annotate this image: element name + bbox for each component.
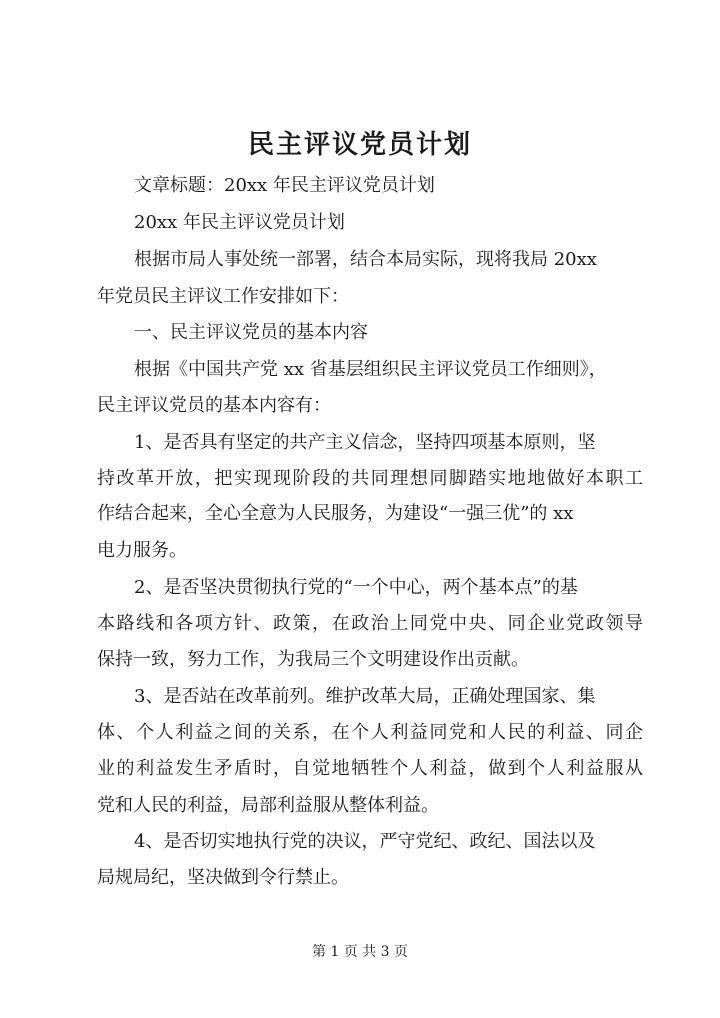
list-item-line: 1、是否具有坚定的共产主义信念，坚持四项基本原则，坚 (134, 432, 596, 453)
page-footer: 第 1 页 共 3 页 (311, 944, 409, 960)
list-item-line: 业的利益发生矛盾时，自觉地牺牲个人利益，做到个人利益服从 (97, 758, 643, 779)
list-item-line: 持改革开放，把实现现阶段的共同理想同脚踏实地地做好本职工 (97, 468, 643, 489)
list-item-line: 4、是否切实地执行党的决议，严守党纪、政纪、国法以及 (134, 831, 596, 852)
paragraph-line: 根据市局人事处统一部署，结合本局实际，现将我局 20xx (134, 249, 597, 270)
document-title: 民主评议党员计划 (247, 130, 472, 160)
section-heading: 一、民主评议党员的基本内容 (134, 322, 368, 343)
plan-name-line: 20xx 年民主评议党员计划 (134, 212, 345, 233)
list-item-line: 本路线和各项方针、政策，在政治上同党中央、同企业党政领导 (97, 613, 643, 634)
article-title-line: 文章标题：20xx 年民主评议党员计划 (134, 175, 435, 196)
list-item-line: 作结合起来，全心全意为人民服务，为建设“一强三优”的 xx (97, 503, 574, 524)
paragraph-line: 民主评议党员的基本内容有： (97, 395, 331, 416)
list-item-line: 3、是否站在改革前列。维护改革大局，正确处理国家、集 (134, 686, 596, 707)
list-item-line: 2、是否坚决贯彻执行党的“一个中心，两个基本点”的基 (134, 577, 578, 598)
list-item-line: 电力服务。 (97, 540, 187, 561)
paragraph-line: 根据《中国共产党 xx 省基层组织民主评议党员工作细则》， (134, 359, 607, 380)
list-item-line: 保持一致，努力工作，为我局三个文明建设作出贡献。 (97, 649, 529, 670)
paragraph-line: 年党员民主评议工作安排如下： (97, 286, 349, 307)
list-item-line: 党和人民的利益，局部利益服从整体利益。 (97, 795, 439, 816)
list-item-line: 局规局纪，坚决做到令行禁止。 (97, 867, 349, 888)
list-item-line: 体、个人利益之间的关系，在个人利益同党和人民的利益、同企 (97, 722, 643, 743)
